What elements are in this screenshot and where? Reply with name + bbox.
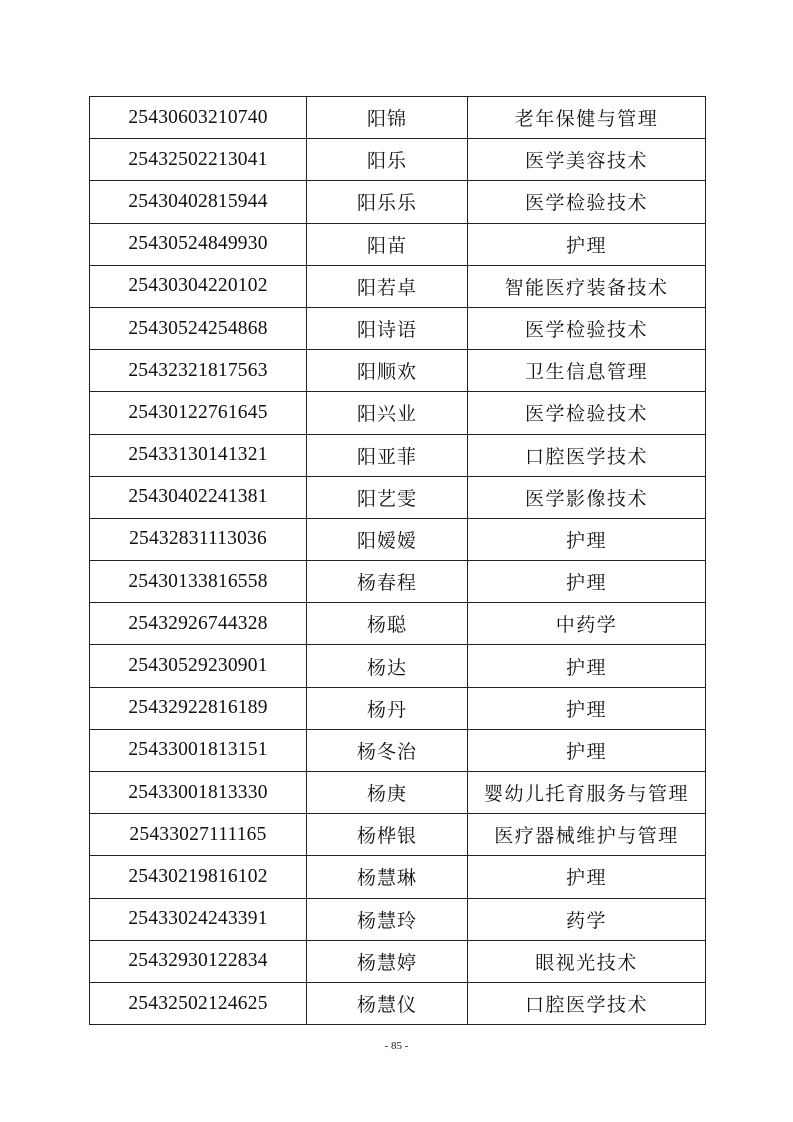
table-row xyxy=(90,814,706,856)
major-cell: 护理 xyxy=(468,645,706,687)
student-name-cell: 阳乐乐 xyxy=(307,181,468,223)
student-name-cell: 杨慧婷 xyxy=(307,940,468,982)
student-name-cell: 阳锦 xyxy=(307,97,468,139)
student-name-cell: 杨冬治 xyxy=(307,729,468,771)
candidate-id-cell: 25430122761645 xyxy=(90,392,307,434)
student-name-cell: 杨庚 xyxy=(307,772,468,814)
table-row xyxy=(90,434,706,476)
student-name-cell: 阳苗 xyxy=(307,223,468,265)
student-name-cell: 杨慧仪 xyxy=(307,982,468,1024)
table-row xyxy=(90,392,706,434)
candidate-id-cell: 25430219816102 xyxy=(90,856,307,898)
major-cell: 医学检验技术 xyxy=(468,181,706,223)
major-cell: 智能医疗装备技术 xyxy=(468,265,706,307)
major-cell: 医学美容技术 xyxy=(468,139,706,181)
major-cell: 护理 xyxy=(468,223,706,265)
candidate-id-cell: 25430133816558 xyxy=(90,561,307,603)
candidate-id-cell: 25433130141321 xyxy=(90,434,307,476)
table-row xyxy=(90,898,706,940)
student-name-cell: 杨桦银 xyxy=(307,814,468,856)
major-cell: 护理 xyxy=(468,561,706,603)
table-row xyxy=(90,561,706,603)
candidate-id-cell: 25430524254868 xyxy=(90,307,307,349)
candidate-id-cell: 25430603210740 xyxy=(90,97,307,139)
student-name-cell: 阳若卓 xyxy=(307,265,468,307)
candidate-id-cell: 25432926744328 xyxy=(90,603,307,645)
student-name-cell: 阳亚菲 xyxy=(307,434,468,476)
major-cell: 老年保健与管理 xyxy=(468,97,706,139)
table-row xyxy=(90,223,706,265)
student-name-cell: 阳乐 xyxy=(307,139,468,181)
major-cell: 口腔医学技术 xyxy=(468,434,706,476)
table-row xyxy=(90,856,706,898)
major-cell: 卫生信息管理 xyxy=(468,350,706,392)
table-row xyxy=(90,729,706,771)
major-cell: 婴幼儿托育服务与管理 xyxy=(468,772,706,814)
table-row xyxy=(90,772,706,814)
student-name-cell: 杨慧琳 xyxy=(307,856,468,898)
roster-table-body xyxy=(90,97,706,1025)
major-cell: 医学检验技术 xyxy=(468,307,706,349)
page-number: - 85 - xyxy=(384,1040,409,1052)
candidate-id-cell: 25432930122834 xyxy=(90,940,307,982)
table-row xyxy=(90,518,706,560)
candidate-id-cell: 25430402241381 xyxy=(90,476,307,518)
candidate-id-cell: 25433001813151 xyxy=(90,729,307,771)
student-name-cell: 阳兴业 xyxy=(307,392,468,434)
major-cell: 中药学 xyxy=(468,603,706,645)
student-name-cell: 杨丹 xyxy=(307,687,468,729)
candidate-id-cell: 25433001813330 xyxy=(90,772,307,814)
student-name-cell: 阳顺欢 xyxy=(307,350,468,392)
candidate-id-cell: 25432502124625 xyxy=(90,982,307,1024)
major-cell: 护理 xyxy=(468,856,706,898)
table-row xyxy=(90,940,706,982)
major-cell: 医学影像技术 xyxy=(468,476,706,518)
student-name-cell: 阳嫒嫒 xyxy=(307,518,468,560)
candidate-id-cell: 25432502213041 xyxy=(90,139,307,181)
table-row xyxy=(90,687,706,729)
table-row xyxy=(90,265,706,307)
student-name-cell: 阳艺雯 xyxy=(307,476,468,518)
candidate-id-cell: 25433024243391 xyxy=(90,898,307,940)
candidate-id-cell: 25432922816189 xyxy=(90,687,307,729)
table-row xyxy=(90,97,706,139)
table-row xyxy=(90,476,706,518)
major-cell: 护理 xyxy=(468,729,706,771)
student-name-cell: 杨春程 xyxy=(307,561,468,603)
student-name-cell: 阳诗语 xyxy=(307,307,468,349)
admission-roster-table xyxy=(89,96,706,1025)
student-name-cell: 杨聪 xyxy=(307,603,468,645)
table-row xyxy=(90,307,706,349)
major-cell: 医学检验技术 xyxy=(468,392,706,434)
major-cell: 护理 xyxy=(468,687,706,729)
table-row xyxy=(90,181,706,223)
table-row xyxy=(90,603,706,645)
candidate-id-cell: 25433027111165 xyxy=(90,814,307,856)
table-row xyxy=(90,982,706,1024)
candidate-id-cell: 25430402815944 xyxy=(90,181,307,223)
major-cell: 医疗器械维护与管理 xyxy=(468,814,706,856)
candidate-id-cell: 25432321817563 xyxy=(90,350,307,392)
candidate-id-cell: 25430529230901 xyxy=(90,645,307,687)
table-row xyxy=(90,139,706,181)
student-name-cell: 杨达 xyxy=(307,645,468,687)
major-cell: 眼视光技术 xyxy=(468,940,706,982)
table-row xyxy=(90,645,706,687)
candidate-id-cell: 25430524849930 xyxy=(90,223,307,265)
major-cell: 口腔医学技术 xyxy=(468,982,706,1024)
student-name-cell: 杨慧玲 xyxy=(307,898,468,940)
table-row xyxy=(90,350,706,392)
major-cell: 护理 xyxy=(468,518,706,560)
major-cell: 药学 xyxy=(468,898,706,940)
candidate-id-cell: 25432831113036 xyxy=(90,518,307,560)
candidate-id-cell: 25430304220102 xyxy=(90,265,307,307)
